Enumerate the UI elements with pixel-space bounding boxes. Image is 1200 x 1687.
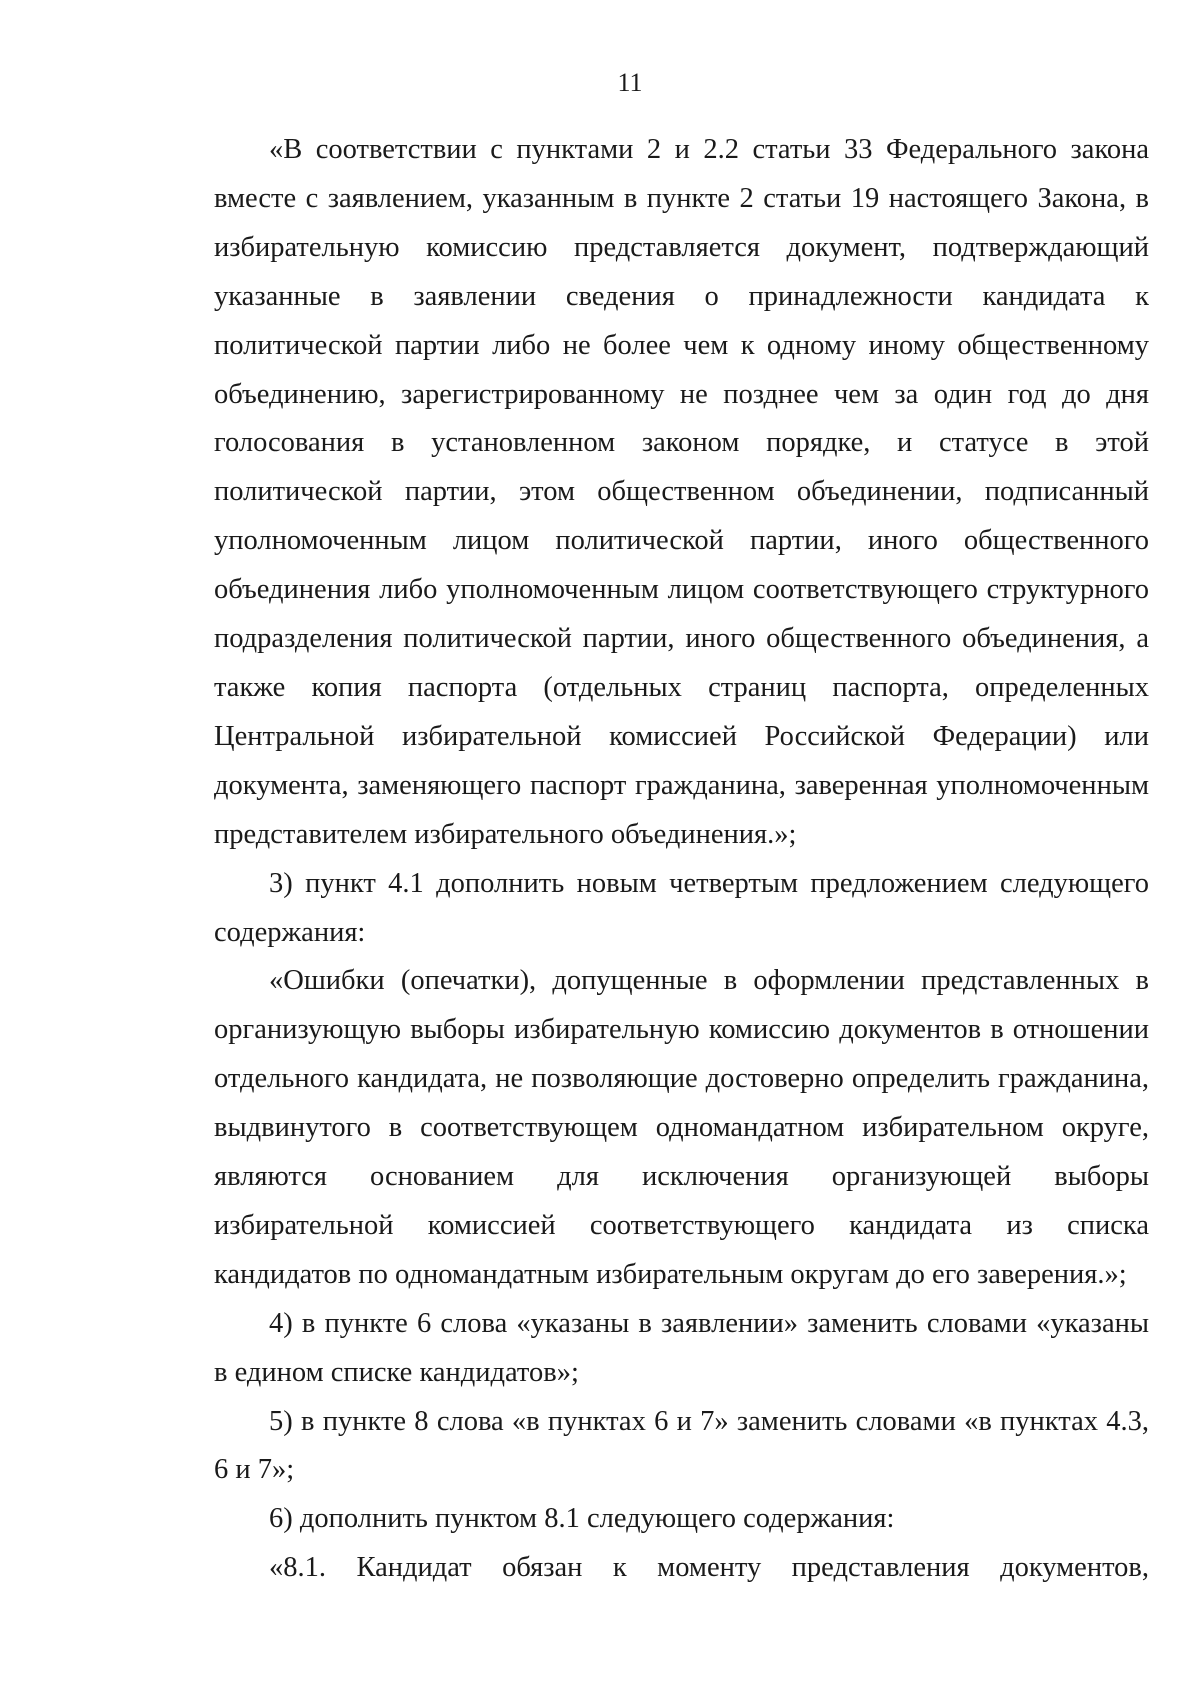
page-number: 11 [617,68,643,97]
paragraph-errors-quote: «Ошибки (опечатки), допущенные в оформлении представленных в организующую выборы избирательную комиссию документов в отношении отдельного кандидата, не позволяющие достоверно определить гражданина, выдвинутого в соответствующем одномандатном избирательном округе, являются основанием для исключения организующей выборы избирательной комиссией соответствующего кандидата из списка кандидатов по одномандатным избирательным округам до его заверения.»; [214,965,1149,1290]
document-body [214,126,1149,1593]
paragraph-item-6: 6) дополнить пунктом 8.1 следующего содержания: [269,1503,895,1535]
paragraph-article-33-quote: «В соответствии с пунктами 2 и 2.2 статьи 33 Федерального закона вместе с заявлением, указанным в пункте 2 статьи 19 настоящего Закона, в избирательную комиссию представляется документ, подтверждающий указанные в заявлении сведения о принадлежности кандидата к политической партии либо не более чем к одному иному общественному объединению, зарегистрированному не позднее чем за один год до дня голосования в установленном законом порядке, и статусе в этой политической партии, этом общественном объединении, подписанный уполномоченным лицом политической партии, иного общественного объединения либо уполномоченным лицом соответствующего структурного подразделения политической партии, иного общественного объединения, а также копия паспорта (отдельных страниц паспорта, определенных Центральной избирательной комиссией Российской Федерации) или документа, заменяющего паспорт гражданина, заверенная уполномоченным представителем избирательного объединения.»; [214,134,1149,850]
paragraph-item-4: 4) в пункте 6 слова «указаны в заявлении» заменить словами «указаны в едином списке кандидатов»; [214,1307,1149,1388]
paragraph-item-8-1: «8.1. Кандидат обязан к моменту представления документов, [269,1552,1149,1584]
paragraph-item-5: 5) в пункте 8 слова «в пунктах 6 и 7» заменить словами «в пунктах 4.3, 6 и 7»; [214,1405,1149,1486]
paragraph-item-3: 3) пункт 4.1 дополнить новым четвертым предложением следующего содержания: [214,867,1149,948]
